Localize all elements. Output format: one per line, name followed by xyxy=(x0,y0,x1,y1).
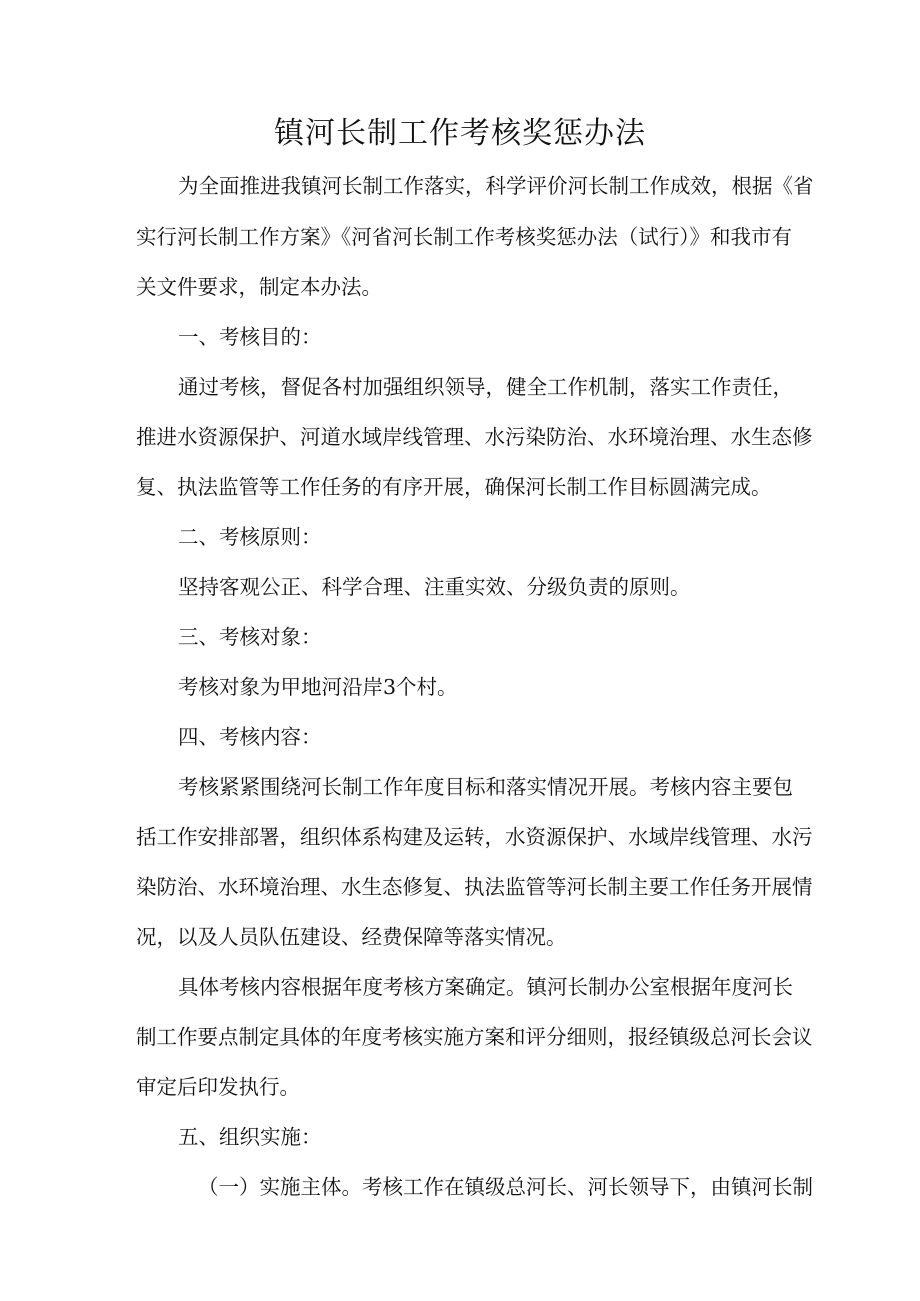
paragraph-line: 考核对象为甲地河沿岸3个村。 xyxy=(178,675,458,699)
paragraph-line: （一）实施主体。考核工作在镇级总河长、河长领导下，由镇河长制 xyxy=(198,1175,813,1199)
section-heading: 一、考核目的： xyxy=(178,325,322,349)
paragraph-line: 推进水资源保护、河道水域岸线管理、水污染防治、水环境治理、水生态修 xyxy=(136,425,813,449)
document-title: 镇河长制工作考核奖惩办法 xyxy=(274,116,646,151)
paragraph-line: 具体考核内容根据年度考核方案确定。镇河长制办公室根据年度河长 xyxy=(178,975,793,999)
paragraph-line: 关文件要求，制定本办法。 xyxy=(136,275,382,299)
section-heading: 三、考核对象： xyxy=(178,625,322,649)
section-heading: 四、考核内容： xyxy=(178,725,322,749)
paragraph-line: 制工作要点制定具体的年度考核实施方案和评分细则，报经镇级总河长会议 xyxy=(136,1025,813,1049)
paragraph-line: 况，以及人员队伍建设、经费保障等落实情况。 xyxy=(136,925,567,949)
paragraph-line: 坚持客观公正、科学合理、注重实效、分级负责的原则。 xyxy=(178,575,691,599)
paragraph-line: 通过考核，督促各村加强组织领导，健全工作机制，落实工作责任， xyxy=(178,375,793,399)
paragraph-line: 考核紧紧围绕河长制工作年度目标和落实情况开展。考核内容主要包 xyxy=(178,775,793,799)
paragraph-line: 复、执法监管等工作任务的有序开展，确保河长制工作目标圆满完成。 xyxy=(136,475,772,499)
paragraph-line: 括工作安排部署，组织体系构建及运转，水资源保护、水域岸线管理、水污 xyxy=(136,825,813,849)
paragraph-line: 染防治、水环境治理、水生态修复、执法监管等河长制主要工作任务开展情 xyxy=(136,875,813,899)
paragraph-line: 为全面推进我镇河长制工作落实，科学评价河长制工作成效，根据《省 xyxy=(178,174,814,198)
paragraph-line: 审定后印发执行。 xyxy=(136,1075,300,1099)
section-heading: 二、考核原则： xyxy=(178,525,322,549)
section-heading: 五、组织实施： xyxy=(178,1125,322,1149)
paragraph-line: 实行河长制工作方案》《河省河长制工作考核奖惩办法（试行）》和我市有 xyxy=(136,225,792,249)
